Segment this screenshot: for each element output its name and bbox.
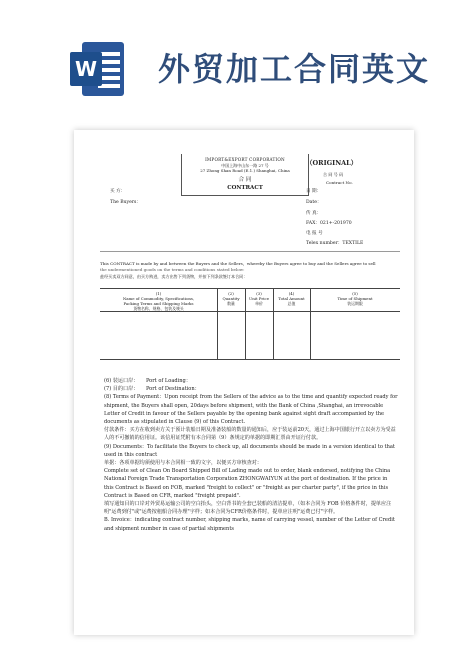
original-mark: （ORIGINAL） xyxy=(306,159,358,167)
fax-label: 传 真： xyxy=(306,211,322,216)
col-header-shipment xyxy=(310,291,400,306)
clause-port-destination: (7) 目的口岸： Port of Destination： xyxy=(104,386,200,393)
banner-title: 外贸加工合同英文 xyxy=(158,50,431,88)
col-label-cn: 总值 xyxy=(287,301,296,307)
letterhead-box xyxy=(181,154,309,196)
col-label-cn: 装运期限 xyxy=(347,301,363,307)
word-icon xyxy=(68,40,126,98)
date-label-en: Date： xyxy=(306,200,322,205)
clause-bill-of-lading-cn: 填写通知目的口岸对外贸易运输公司的空白抬头，空白背书的全套已装船的清洁提单，（如本合同为 FOB 价格条件时，提单应注明"运费到付"或"运费按租船合同办理"字样；如本合同为CFR价格条件时，提单应注明"运费已付"字样。 xyxy=(104,501,392,516)
contract-no-en: Contract No. xyxy=(326,180,353,185)
col-label-cn: 货物名称、规格、包装及唛头 xyxy=(133,306,184,312)
col-header-unit-price xyxy=(245,291,273,306)
telex-number: Telex number：TEXTILE xyxy=(306,241,364,246)
company-name: IMPORT&EXPORT CORPORATION xyxy=(205,157,285,162)
address-cn: 中国上海中山东一路 27 号 xyxy=(221,162,269,168)
goods-table xyxy=(100,288,400,360)
col-label-en: Unit Price xyxy=(248,296,270,302)
col-header-total xyxy=(273,291,310,306)
col-label-en: Quantity xyxy=(222,296,240,302)
col-number: (5) xyxy=(352,291,358,296)
contract-no-cn: 合 同 号 码 xyxy=(323,172,344,177)
col-label-cn: 单价 xyxy=(255,301,263,307)
banner xyxy=(0,0,474,110)
svg-text:W: W xyxy=(74,57,98,81)
clause-bill-of-lading-en: Complete set of Clean On Board Shipped Bill of Lading made out to order, blank endorsed, notifying the China National Foreign Trade Transportation Corporation ZHONGWAIYUN at the port of destination. If the price in this Contract is Based on FOB, marked "freight to collect" or "freight as per charter party", if the price in this Contract is Based on CFR, marked "freight prepaid". xyxy=(104,468,391,499)
contract-title-en: CONTRACT xyxy=(227,184,263,191)
buyer-label-cn: 买 方： xyxy=(110,189,126,194)
col-number: (1) xyxy=(155,291,162,296)
intro-en-line2: the undermentioned goods on the terms and conditions stated below: xyxy=(100,267,245,272)
telex-label-cn: 电 报 号 xyxy=(306,231,323,236)
clause-payment-en: (8) Terms of Payment：Upon receipt from the Sellers of the advice as to the time and quantify expected ready for shipment, the Buyers shall open, 20days before shipment, with the Bank of China ,Shanghai, an irrevocable Letter of Credit in favour of the Sellers payable by the opening bank against sight draft accompanied by the documents as stipulated in Clause (9) of this Contract. xyxy=(104,394,398,426)
clause-port-loading: (6) 装运口岸： Port of Loading： xyxy=(104,378,191,384)
col-number: (2) xyxy=(228,291,234,296)
col-header-commodity xyxy=(100,291,217,311)
address-en: 27 Zhong Shan Road (E.1.) Shanghai, China xyxy=(200,168,290,174)
clause-invoice-en: B. Invoice：indicating contract number, shipping marks, name of carrying vessel, number of the Letter of Credit and shipment number in case of partial shipments xyxy=(104,517,395,532)
col-label-en: Time of Shipment xyxy=(337,296,373,302)
contract-title-cn: 合 同 xyxy=(238,177,252,184)
clause-documents-cn: 单据：各项单据均须使用与本合同相一致的文字，以便买方审核查对： xyxy=(104,460,262,467)
col-label-en: Packing Terms and Shipping Marks xyxy=(123,301,194,307)
divider xyxy=(100,251,400,252)
fax-number: FAX：021+-201970 xyxy=(306,221,352,226)
col-number: (4) xyxy=(288,291,295,296)
buyer-label-en: The Buyers： xyxy=(110,200,141,205)
intro-en-line1: This CONTRACT is made by and between the Buyers and the Sellers，whereby the Buyers agree to buy and the Sellers agree to sell xyxy=(100,261,376,266)
clauses xyxy=(104,377,398,533)
col-label-en: Total Amount xyxy=(278,296,305,302)
col-label-cn: 数量 xyxy=(227,301,235,307)
col-number: (3) xyxy=(256,291,262,296)
date-label-cn: 日 期： xyxy=(306,189,322,194)
col-label-en: Name of Commodity, Specifications, xyxy=(122,296,195,302)
clause-documents-en: (9) Documents：To facilitate the Buyers to check up, all documents should be made in a version identical to that used in this contract xyxy=(104,443,395,458)
clause-payment-cn: 付款条件：买方在收到卖方关于预计装船日期及准备装船的数量的通知后，应于装运前20天，通过上海中国银行开立以卖方为受益人的不可撤销的信用证。该信用证凭附有本合同第（9）条规定的单据的即期汇票由开证行付款。 xyxy=(104,427,396,442)
intro-cn: 兹经买卖双方同意，由买方购进，卖方出售下列货物，并按下列条款签订本合同： xyxy=(100,274,248,279)
document-page xyxy=(74,130,414,635)
col-header-quantity xyxy=(217,291,245,306)
